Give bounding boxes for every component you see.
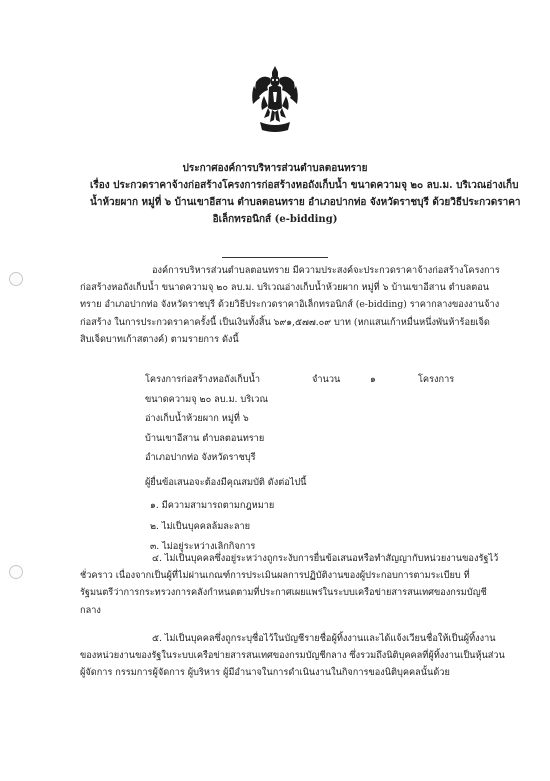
intro-paragraph (80, 262, 500, 348)
quantity-unit: โครงการ (418, 374, 455, 385)
qualification-line: ๕. ไม่เป็นบุคคลซึ่งถูกระบุชื่อไว้ในบัญชีรายชื่อผู้ทิ้งงานและได้แจ้งเวียนชื่อให้เป็นผู้ทิ้งงาน (152, 633, 496, 644)
qualifications-title: ผู้ยื่นข้อเสนอจะต้องมีคุณสมบัติ ดังต่อไปนี้ (145, 477, 307, 488)
qualification-line: รัฐมนตรีว่าการกระทรวงการคลังกำหนดตามที่ประกาศเผยแพร่ในระบบเครือข่ายสารสนเทศของกรมบัญชี (80, 587, 487, 599)
qualification-line: ๔. ไม่เป็นบุคคลซึ่งอยู่ระหว่างถูกระงับการยื่นข้อเสนอหรือทำสัญญากับหน่วยงานของรัฐไว้ (152, 553, 499, 564)
qualification-item: ๑. มีความสามารถตามกฎหมาย (150, 500, 275, 511)
header-divider (222, 257, 328, 258)
intro-line: ก่อสร้างหอถังเก็บน้ำ ขนาดความจุ ๒๐ ลบ.ม. บริเวณอ่างเก็บน้ำห้วยผาก หมู่ที่ ๖ บ้านเขาอีสาน ตำบลตอน (80, 282, 490, 294)
announcement-subject-line-2: น้ำห้วยผาก หมู่ที่ ๖ บ้านเขาอีสาน ตำบลตอนทราย อำเภอปากท่อ จังหวัดราชบุรี ด้วยวิธีประกวดราคา (90, 197, 521, 208)
project-line: อำเภอปากท่อ จังหวัดราชบุรี (145, 452, 256, 463)
qualification-line: ชั่วคราว เนื่องจากเป็นผู้ที่ไม่ผ่านเกณฑ์การประเมินผลการปฏิบัติงานของผู้ประกอบการตามระเบียบ ที่ (80, 570, 470, 582)
punch-hole-bottom (9, 565, 23, 579)
intro-line: องค์การบริหารส่วนตำบลตอนทราย มีความประสงค์จะประกวดราคาจ้างก่อสร้างโครงการ (152, 265, 500, 276)
project-description (145, 370, 268, 468)
qualification-item-4 (80, 550, 499, 619)
garuda-emblem-icon (250, 64, 300, 138)
project-line: โครงการก่อสร้างหอถังเก็บน้ำ (145, 374, 261, 385)
announcement-subject-line-3: อิเล็กทรอนิกส์ (e-bidding) (212, 214, 338, 225)
project-line: บ้านเขาอีสาน ตำบลตอนทราย (145, 432, 265, 444)
qualification-line: ผู้จัดการ กรรมการผู้จัดการ ผู้บริหาร ผู้มีอำนาจในการดำเนินงานในกิจการของนิติบุคคลนั้นด้วย (80, 667, 450, 679)
intro-line: ทราย อำเภอปากท่อ จังหวัดราชบุรี ด้วยวิธีประกวดราคาอิเล็กทรอนิกส์ (e-bidding) ราคากลางของงานจ้าง (80, 299, 500, 311)
intro-line: ก่อสร้าง ในการประกวดราคาครั้งนี้ เป็นเงินทั้งสิ้น ๖๙๑,๕๗๗.๐๙ บาท (หกแสนเก้าหมื่นหนึ่งพันห้าร้อยเจ็ด (80, 316, 490, 328)
quantity-value: ๑ (370, 374, 376, 385)
announcement-subject-line-1: เรื่อง ประกวดราคาจ้างก่อสร้างโครงการก่อสร้างหอถังเก็บน้ำ ขนาดความจุ ๒๐ ลบ.ม. บริเวณอ่างเก็บ (90, 180, 519, 191)
qualification-item: ๒. ไม่เป็นบุคคลล้มละลาย (150, 520, 251, 532)
quantity-label: จำนวน (312, 374, 341, 385)
qualification-line: กลาง (80, 604, 101, 616)
project-line: อ่างเก็บน้ำห้วยผาก หมู่ที่ ๖ (145, 413, 249, 424)
intro-line: สิบเจ็ดบาทเก้าสตางค์) ตามรายการ ดังนี้ (80, 333, 239, 345)
announcement-header (90, 160, 521, 228)
qualification-line: ของหน่วยงานของรัฐในระบบเครือข่ายสารสนเทศของกรมบัญชีกลาง ซึ่งรวมถึงนิติบุคคลที่ผู้ทิ้งงานเป็นหุ้นส่วน (80, 650, 505, 662)
qualifications-list (150, 496, 274, 558)
project-line: ขนาดความจุ ๒๐ ลบ.ม. บริเวณ (145, 393, 268, 405)
qualification-item-5 (80, 630, 505, 682)
punch-hole-top (9, 272, 23, 286)
qualification-item: ๓. ไม่อยู่ระหว่างเลิกกิจการ (150, 541, 256, 552)
announcement-title: ประกาศองค์การบริหารส่วนตำบลตอนทราย (182, 163, 368, 174)
